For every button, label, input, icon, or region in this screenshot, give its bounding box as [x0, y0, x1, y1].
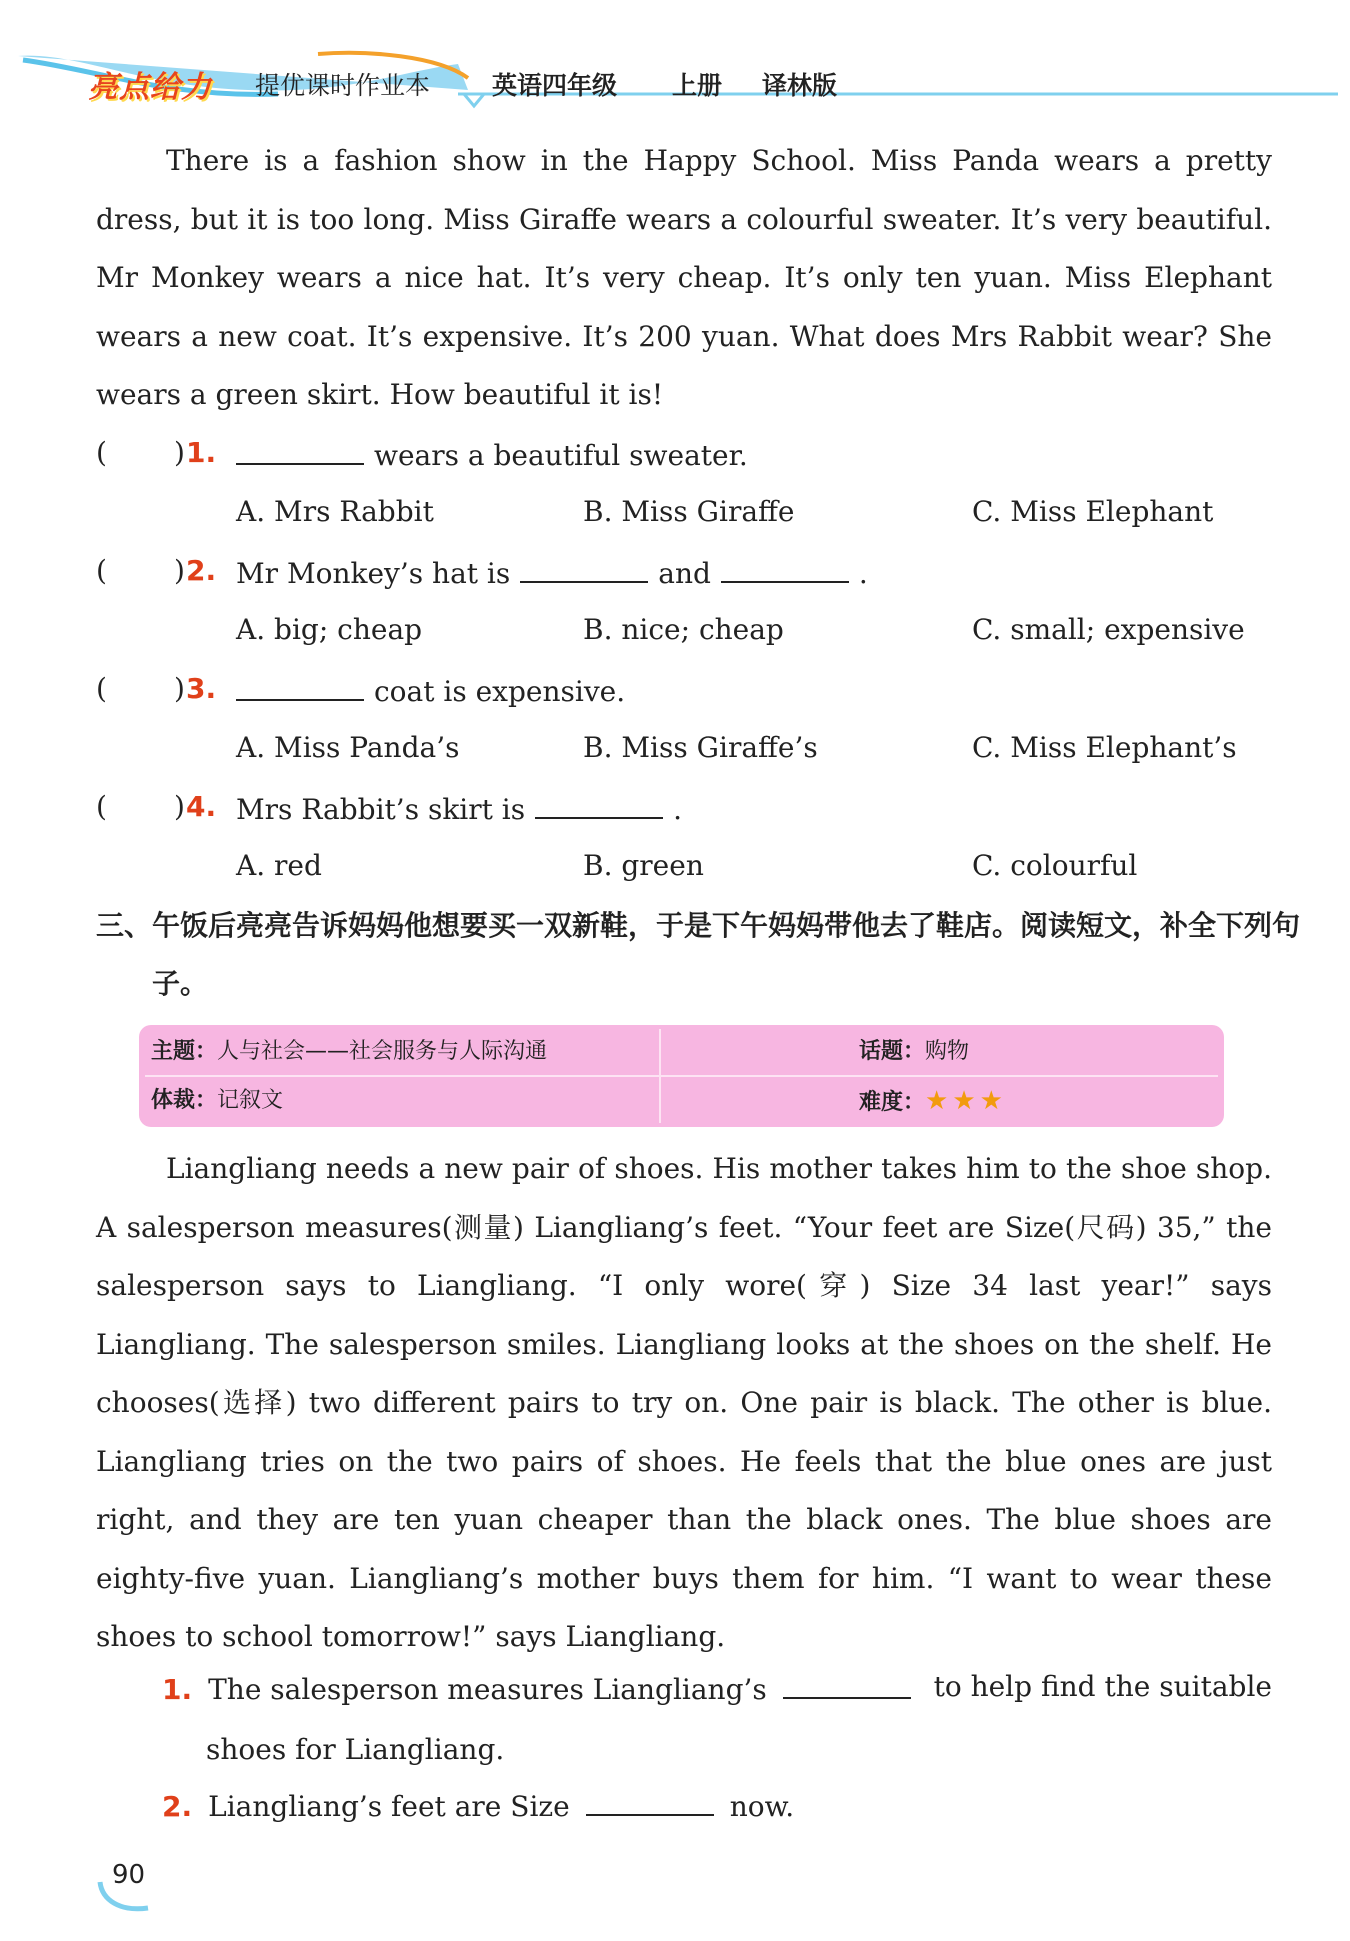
- option-a[interactable]: A. big; cheap: [236, 613, 423, 646]
- book-subtitle: 提优课时作业本: [255, 71, 431, 100]
- fill-sentence-1: 1. The salesperson measures Liangliang’s to help find the suitable shoes for Liangliang.: [162, 1667, 1272, 1770]
- reading-passage-2: Liangliang needs a new pair of shoes. His mother takes him to the shoe shop. A salesperson measures(测量) Liangliang’s feet. “Your feet are Size(尺码) 35,” the salesperson says to Liangliang. “I only wore(穿) Size 34 last year!” says Liangliang. The salesperson smiles. Liangliang looks at the shoes on the shelf. He chooses(选择) two different pairs to try on. One pair is black. The other is blue. Liangliang tries on the two pairs of shoes. He feels that the blue ones are just right, and they are ten yuan cheaper than the black ones. The blue shoes are eighty-five yuan. Liangliang’s mother buys them for him. “I want to wear these shoes to school tomorrow!” says Liangliang.: [96, 1152, 1272, 1653]
- page-header: [0, 0, 1350, 120]
- option-c[interactable]: C. small; expensive: [972, 613, 1245, 646]
- question-number: 2.: [186, 554, 217, 587]
- section-3-title: 三、午饭后亮亮告诉妈妈他想要买一双新鞋，于是下午妈妈带他去了鞋店。阅读短文，补全下列句子。: [96, 909, 1301, 1000]
- option-a[interactable]: A. red: [236, 849, 322, 882]
- star-icon: ★: [979, 1086, 1003, 1116]
- option-b[interactable]: B. Miss Giraffe: [583, 495, 795, 528]
- question-number: 1.: [186, 436, 217, 469]
- grade-label: 英语四年级: [492, 71, 618, 100]
- page-number: 90: [112, 1860, 146, 1890]
- answer-blank[interactable]: [520, 551, 648, 583]
- fill-sentence-2: 2. Liangliang’s feet are Size now.: [162, 1784, 794, 1827]
- option-a[interactable]: A. Mrs Rabbit: [236, 495, 434, 528]
- answer-blank[interactable]: [236, 669, 364, 701]
- reading-passage-1: There is a fashion show in the Happy School. Miss Panda wears a pretty dress, but it is too long. Miss Giraffe wears a colourful sweater. It’s very beautiful. Mr Monkey wears a nice hat. It’s very cheap. It’s only ten yuan. Miss Elephant wears a new coat. It’s expensive. It’s 200 yuan. What does Mrs Rabbit wear? She wears a green skirt. How beautiful it is!: [96, 144, 1272, 411]
- option-c[interactable]: C. colourful: [972, 849, 1138, 882]
- option-c[interactable]: C. Miss Elephant’s: [972, 731, 1237, 764]
- genre-field: 体裁：记叙文: [151, 1088, 284, 1113]
- answer-blank[interactable]: [721, 551, 849, 583]
- difficulty-field: 难度：★ ★ ★: [859, 1077, 1007, 1125]
- answer-blank[interactable]: [783, 1667, 911, 1699]
- star-icon: ★: [952, 1086, 976, 1116]
- edition-label: 译林版: [762, 71, 838, 100]
- option-b[interactable]: B. Miss Giraffe’s: [583, 731, 818, 764]
- theme-field: 主题：人与社会——社会服务与人际沟通: [151, 1039, 548, 1064]
- answer-blank[interactable]: [535, 787, 663, 819]
- star-icon: ★: [925, 1086, 949, 1116]
- option-a[interactable]: A. Miss Panda’s: [236, 731, 460, 764]
- volume-label: 上册: [672, 71, 723, 100]
- question-number: 4.: [186, 790, 217, 823]
- topic-info-box: [139, 1025, 1224, 1127]
- option-b[interactable]: B. nice; cheap: [583, 613, 784, 646]
- answer-blank[interactable]: [236, 433, 364, 465]
- option-c[interactable]: C. Miss Elephant: [972, 495, 1214, 528]
- answer-blank[interactable]: [586, 1784, 714, 1816]
- option-b[interactable]: B. green: [583, 849, 704, 882]
- question-number: 3.: [186, 672, 217, 705]
- topic-field: 话题：购物: [859, 1039, 970, 1064]
- brand-logo: 亮点给力: [88, 70, 212, 105]
